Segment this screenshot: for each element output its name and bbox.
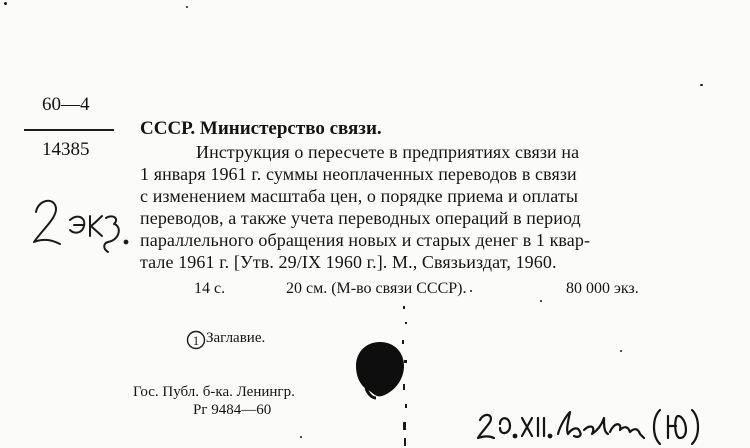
tracing-text: Заглавие.: [206, 330, 266, 346]
description-line: Инструкция о пересчете в предприятиях связи на: [196, 142, 580, 162]
punch-hole: [352, 340, 408, 400]
copies-handwriting-image: [30, 190, 130, 260]
accession-number: 14385: [42, 139, 90, 160]
library-stamp-line1: Гос. Публ. б-ка. Ленингр.: [133, 384, 295, 400]
tracing-number: [186, 330, 206, 350]
pages-count: 14 с.: [194, 280, 226, 297]
size-series: 20 см. (М-во связи СССР).: [286, 280, 467, 297]
scan-speck: [620, 350, 622, 352]
scan-speck: [700, 84, 703, 86]
scan-speck: [300, 436, 302, 438]
library-stamp-line2: Рг 9484—60: [193, 402, 272, 418]
scan-speck: [186, 6, 188, 8]
classmark: 60—4: [42, 94, 90, 115]
copies-note: [30, 190, 130, 260]
scan-speck: [470, 290, 472, 292]
description-line: параллельного обращения новых и старых денег в 1 квар-: [140, 230, 591, 250]
description-line: переводов, а также учета переводных операций в период: [140, 208, 581, 228]
card-heading: СССР. Министерство связи.: [140, 118, 382, 139]
tracing-number-text: 1: [192, 333, 200, 348]
description-line: 1 января 1961 г. суммы неоплаченных переводов в связи: [140, 164, 577, 184]
scan-speck: [540, 300, 542, 302]
classmark-rule: [24, 129, 114, 131]
handwritten-note-image: [474, 404, 714, 448]
description-line: тале 1961 г. [Утв. 29/IX 1960 г.]. М., Связьиздат, 1960.: [140, 252, 557, 272]
print-run: 80 000 экз.: [566, 280, 639, 297]
handwritten-note: [474, 404, 714, 448]
scan-speck: [4, 2, 7, 5]
description-line: с изменением масштаба цен, о порядке приема и оплаты: [140, 186, 579, 206]
